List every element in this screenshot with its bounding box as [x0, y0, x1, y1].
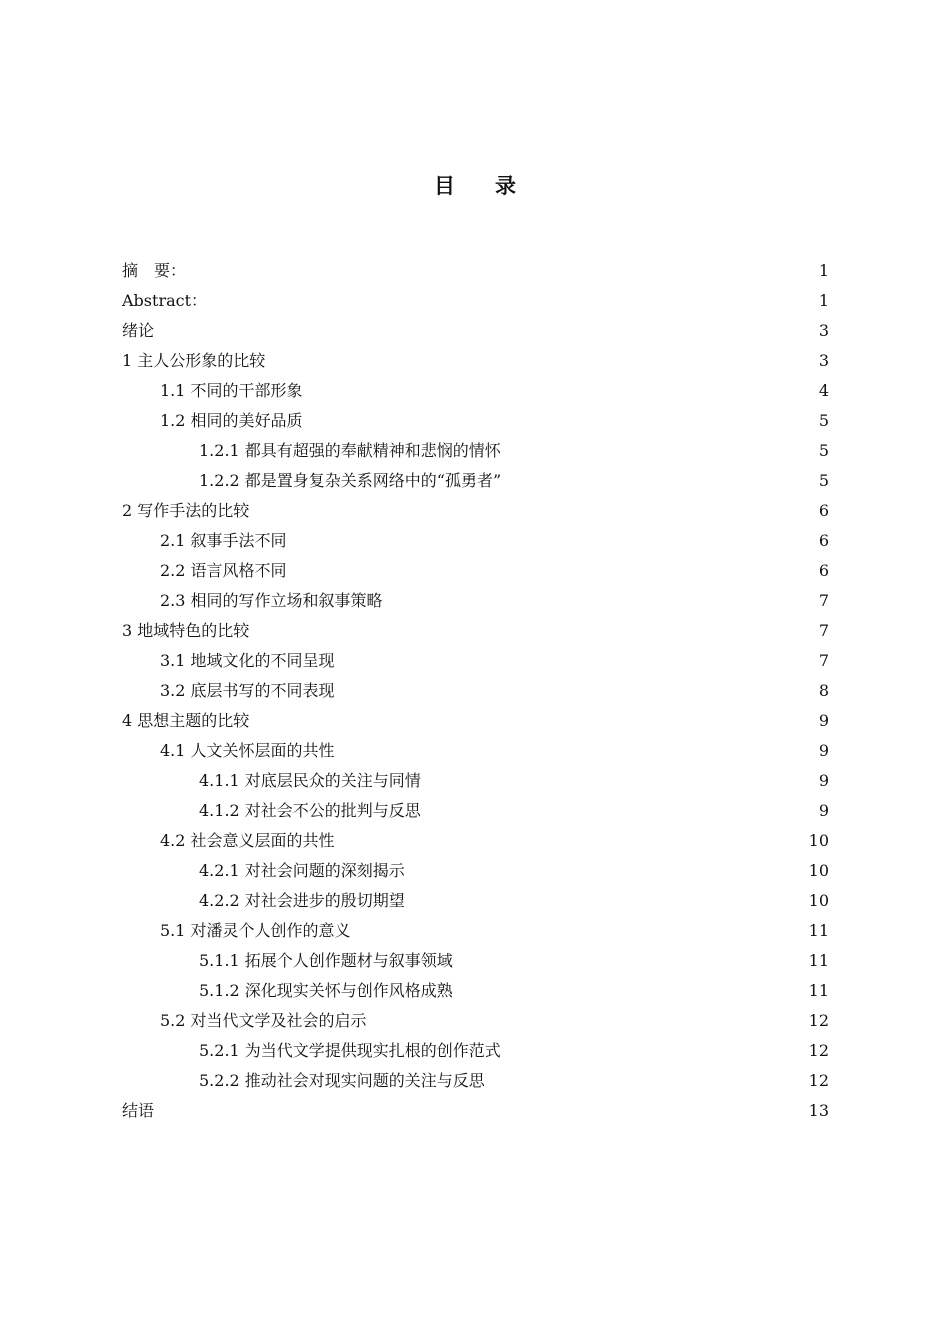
- toc-entry-page-number: 10: [808, 831, 829, 850]
- toc-entry-label: 4.2 社会意义层面的共性: [160, 831, 335, 850]
- toc-entry-label: 5.1.2 深化现实关怀与创作风格成熟: [199, 981, 453, 1000]
- toc-entry-label: 5.2.2 推动社会对现实问题的关注与反思: [199, 1071, 485, 1090]
- toc-entry-label: 结语: [122, 1101, 155, 1120]
- toc-entry[interactable]: [122, 706, 829, 736]
- toc-entry-label: 3.1 地域文化的不同呈现: [160, 651, 335, 670]
- toc-entry[interactable]: [122, 616, 829, 646]
- toc-entry[interactable]: [122, 856, 829, 886]
- toc-entry-label: 5.1 对潘灵个人创作的意义: [160, 921, 351, 940]
- toc-entry-label: 2.3 相同的写作立场和叙事策略: [160, 591, 383, 610]
- toc-entry-label: 1.2 相同的美好品质: [160, 411, 303, 430]
- toc-entry-page-number: 7: [818, 621, 829, 640]
- toc-entry-label: 绪论: [122, 321, 155, 340]
- toc-entry[interactable]: [122, 286, 829, 316]
- toc-entry-label: 3 地域特色的比较: [122, 621, 250, 640]
- toc-entry[interactable]: [122, 316, 829, 346]
- toc-entry[interactable]: [122, 466, 829, 496]
- toc-entry-label: Abstract：: [122, 291, 208, 310]
- toc-entry[interactable]: [122, 916, 829, 946]
- toc-entry-page-number: 10: [808, 891, 829, 910]
- toc-entry-page-number: 1: [818, 291, 829, 310]
- toc-entry[interactable]: [122, 736, 829, 766]
- toc-entry[interactable]: [122, 796, 829, 826]
- toc-entry-label: 1 主人公形象的比较: [122, 351, 266, 370]
- toc-entry-label: 4.1.2 对社会不公的批判与反思: [199, 801, 421, 820]
- toc-entry-page-number: 11: [808, 981, 829, 1000]
- toc-entry-label: 4 思想主题的比较: [122, 711, 250, 730]
- toc-entry[interactable]: [122, 586, 829, 616]
- toc-entry-page-number: 9: [818, 771, 829, 790]
- toc-entry-label: 5.2.1 为当代文学提供现实扎根的创作范式: [199, 1041, 501, 1060]
- toc-entry[interactable]: [122, 436, 829, 466]
- page-title: [0, 170, 950, 200]
- toc-entry[interactable]: [122, 1006, 829, 1036]
- toc-entry[interactable]: [122, 676, 829, 706]
- toc-entry-label: 2.1 叙事手法不同: [160, 531, 287, 550]
- toc-entry-page-number: 13: [808, 1101, 829, 1120]
- toc-entry-label: 4.1 人文关怀层面的共性: [160, 741, 335, 760]
- toc-entry[interactable]: [122, 1066, 829, 1096]
- toc-entry[interactable]: [122, 556, 829, 586]
- toc-entry[interactable]: [122, 946, 829, 976]
- toc-entry-page-number: 9: [818, 741, 829, 760]
- toc-entry[interactable]: [122, 646, 829, 676]
- toc-entry-page-number: 6: [818, 501, 829, 520]
- toc-entry[interactable]: [122, 496, 829, 526]
- toc-entry-page-number: 6: [818, 561, 829, 580]
- toc-entry[interactable]: [122, 826, 829, 856]
- toc-entry-page-number: 4: [818, 381, 829, 400]
- toc-entry-page-number: 10: [808, 861, 829, 880]
- toc-entry-page-number: 11: [808, 951, 829, 970]
- toc-entry-page-number: 12: [808, 1041, 829, 1060]
- toc-entry-page-number: 12: [808, 1071, 829, 1090]
- toc-entry[interactable]: [122, 406, 829, 436]
- toc-entry[interactable]: [122, 886, 829, 916]
- toc-entry-label: 5.2 对当代文学及社会的启示: [160, 1011, 367, 1030]
- toc-entry-page-number: 9: [818, 801, 829, 820]
- toc-entry-label: 4.1.1 对底层民众的关注与同情: [199, 771, 421, 790]
- toc-entry-page-number: 3: [818, 321, 829, 340]
- toc-entry-label: 1.2.1 都具有超强的奉献精神和悲悯的情怀: [199, 441, 501, 460]
- toc-entry-page-number: 8: [818, 681, 829, 700]
- toc-entry[interactable]: [122, 766, 829, 796]
- toc-entry[interactable]: [122, 1036, 829, 1066]
- toc-entry-label: 4.2.1 对社会问题的深刻揭示: [199, 861, 405, 880]
- toc-entry[interactable]: [122, 976, 829, 1006]
- toc-entry-page-number: 9: [818, 711, 829, 730]
- toc-entry-label: 1.1 不同的干部形象: [160, 381, 303, 400]
- toc-entry-label: 5.1.1 拓展个人创作题材与叙事领域: [199, 951, 453, 970]
- toc-entry-label: 2 写作手法的比较: [122, 501, 250, 520]
- toc-entry[interactable]: [122, 376, 829, 406]
- toc-entry[interactable]: [122, 256, 829, 286]
- toc-entry-page-number: 5: [818, 411, 829, 430]
- table-of-contents: [122, 256, 829, 1126]
- toc-entry-label: 4.2.2 对社会进步的殷切期望: [199, 891, 405, 910]
- toc-entry[interactable]: [122, 1096, 829, 1126]
- toc-entry[interactable]: [122, 526, 829, 556]
- page-title-char-2: 录: [495, 174, 516, 198]
- toc-entry-page-number: 6: [818, 531, 829, 550]
- toc-entry-page-number: 12: [808, 1011, 829, 1030]
- toc-entry-page-number: 5: [818, 471, 829, 490]
- toc-entry[interactable]: [122, 346, 829, 376]
- toc-entry-page-number: 11: [808, 921, 829, 940]
- toc-entry-label: 3.2 底层书写的不同表现: [160, 681, 335, 700]
- toc-entry-label: 2.2 语言风格不同: [160, 561, 287, 580]
- toc-entry-page-number: 7: [818, 591, 829, 610]
- page-title-char-1: 目: [434, 174, 455, 198]
- toc-entry-label: 1.2.2 都是置身复杂关系网络中的“孤勇者”: [199, 471, 502, 490]
- toc-entry-page-number: 1: [818, 261, 829, 280]
- toc-entry-label: 摘 要：: [122, 261, 187, 280]
- toc-entry-page-number: 7: [818, 651, 829, 670]
- toc-entry-page-number: 3: [818, 351, 829, 370]
- toc-entry-page-number: 5: [818, 441, 829, 460]
